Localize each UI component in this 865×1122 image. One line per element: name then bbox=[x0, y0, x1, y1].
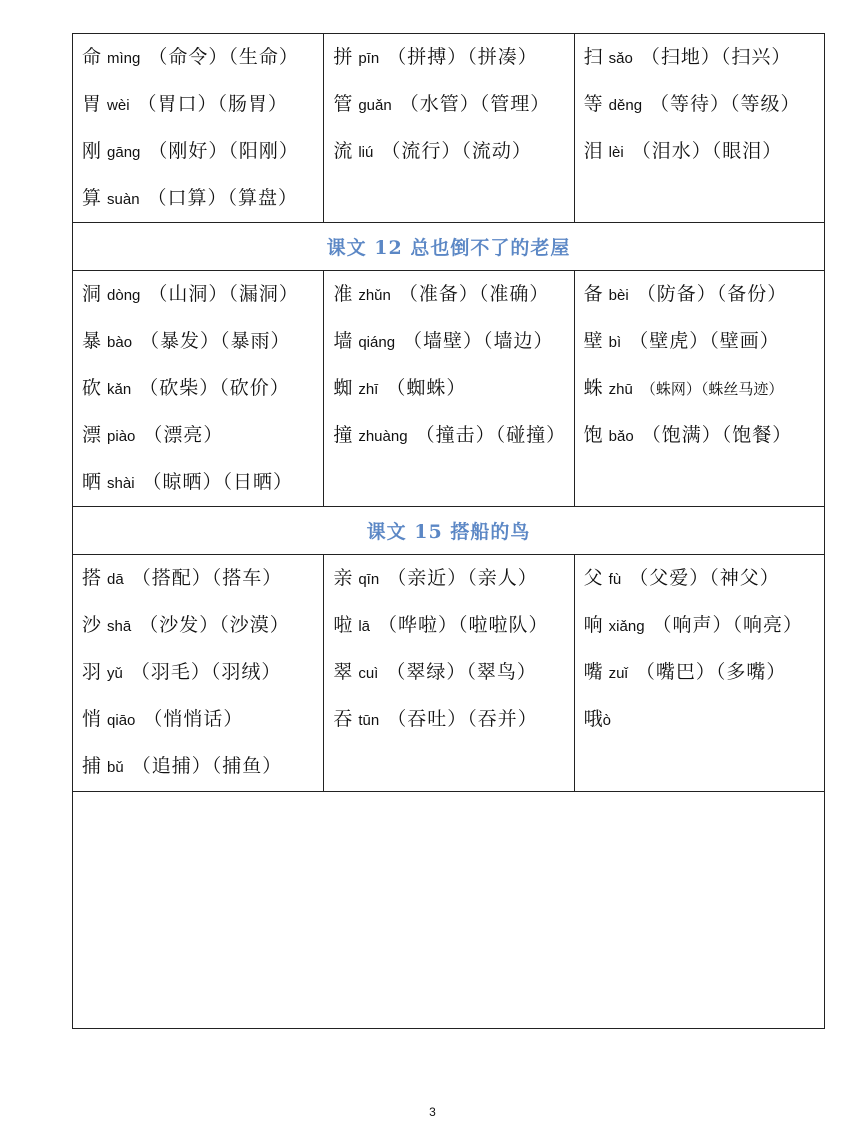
vocab-entry bbox=[333, 279, 573, 326]
pinyin: bèi bbox=[608, 287, 629, 304]
word-examples: （准备）（准确） bbox=[398, 283, 550, 305]
character: 撞 bbox=[333, 424, 353, 446]
pinyin: zhī bbox=[358, 381, 379, 398]
page-number: 3 bbox=[429, 1105, 436, 1119]
character: 蜘 bbox=[333, 377, 353, 399]
pinyin: shài bbox=[107, 475, 135, 492]
word-examples: （防备）（备份） bbox=[636, 283, 788, 305]
character: 晒 bbox=[82, 471, 102, 493]
vocab-entry bbox=[82, 183, 323, 230]
vocab-entry bbox=[82, 42, 323, 89]
character: 泪 bbox=[583, 140, 603, 162]
vocab-entry bbox=[82, 89, 323, 136]
pinyin: zhuàng bbox=[358, 428, 408, 445]
column bbox=[73, 555, 323, 791]
vocab-entry bbox=[584, 89, 824, 136]
word-examples: （撞击）（碰撞） bbox=[415, 424, 567, 446]
word-examples: （哗啦）（啦啦队） bbox=[378, 614, 549, 636]
vocab-entry bbox=[82, 420, 323, 467]
character: 流 bbox=[333, 140, 353, 162]
character: 父 bbox=[583, 567, 603, 589]
word-examples: （亲近）（亲人） bbox=[387, 567, 538, 589]
section-2-row bbox=[73, 271, 824, 507]
pinyin: bǎo bbox=[608, 428, 634, 445]
pinyin: bào bbox=[107, 334, 133, 351]
vocab-entry bbox=[82, 563, 323, 610]
word-examples: （沙发）（沙漠） bbox=[139, 614, 290, 636]
vocab-entry bbox=[333, 704, 573, 751]
vocab-entry bbox=[82, 373, 323, 420]
vocab-entry bbox=[82, 326, 323, 373]
pinyin: ò bbox=[602, 712, 612, 729]
pinyin: sǎo bbox=[608, 50, 633, 67]
word-examples: （暴发）（暴雨） bbox=[140, 330, 291, 352]
character: 等 bbox=[583, 93, 603, 115]
pinyin: mìng bbox=[107, 50, 141, 67]
pinyin: dòng bbox=[107, 287, 141, 304]
character: 扫 bbox=[583, 46, 603, 68]
vocab-table bbox=[72, 33, 825, 1029]
vocab-entry bbox=[584, 657, 824, 704]
character: 亲 bbox=[333, 567, 353, 589]
column bbox=[574, 34, 824, 222]
vocab-entry bbox=[82, 279, 323, 326]
pinyin: xiǎng bbox=[608, 618, 645, 635]
word-examples: （流行）（流动） bbox=[381, 140, 532, 162]
pinyin: tūn bbox=[358, 712, 380, 729]
character: 准 bbox=[333, 283, 353, 305]
vocab-entry bbox=[584, 373, 824, 420]
vocab-entry bbox=[584, 610, 824, 657]
pinyin: shā bbox=[107, 618, 132, 635]
vocab-entry bbox=[584, 420, 824, 467]
vocab-entry bbox=[82, 751, 323, 798]
character: 管 bbox=[333, 93, 353, 115]
vocab-entry bbox=[584, 326, 824, 373]
pinyin: guǎn bbox=[358, 97, 392, 114]
word-examples: （羽毛）（羽绒） bbox=[130, 661, 282, 683]
vocab-entry bbox=[333, 420, 573, 467]
pinyin: cuì bbox=[358, 665, 379, 682]
character: 翠 bbox=[333, 661, 353, 683]
pinyin: qiāo bbox=[107, 712, 136, 729]
word-examples: （追捕）（捕鱼） bbox=[131, 755, 283, 777]
character: 暴 bbox=[82, 330, 102, 352]
column bbox=[323, 555, 573, 791]
word-examples: （口算）（算盘） bbox=[147, 187, 299, 209]
word-examples: （饱满）（饱餐） bbox=[641, 424, 793, 446]
vocab-entry bbox=[333, 657, 573, 704]
word-examples: （嘴巴）（多嘴） bbox=[635, 661, 787, 683]
vocab-entry bbox=[82, 467, 323, 514]
column bbox=[73, 34, 323, 222]
word-examples: （砍柴）（砍价） bbox=[139, 377, 290, 399]
vocab-entry bbox=[82, 704, 323, 751]
character: 胃 bbox=[82, 93, 102, 115]
pinyin: lā bbox=[358, 618, 371, 635]
character: 洞 bbox=[82, 283, 102, 305]
word-examples: （水管）（管理） bbox=[399, 93, 551, 115]
pinyin: zuǐ bbox=[608, 665, 628, 682]
vocab-entry bbox=[82, 657, 323, 704]
word-examples: （悄悄话） bbox=[143, 708, 244, 730]
character: 哦 bbox=[583, 708, 603, 730]
vocab-entry bbox=[584, 42, 824, 89]
word-examples: （响声）（响亮） bbox=[652, 614, 804, 636]
word-examples: （命令）（生命） bbox=[148, 46, 299, 68]
vocab-entry bbox=[333, 610, 573, 657]
character: 拼 bbox=[333, 46, 353, 68]
character: 嘴 bbox=[583, 661, 603, 683]
pinyin: yǔ bbox=[107, 665, 123, 682]
character: 备 bbox=[583, 283, 603, 305]
character: 刚 bbox=[82, 140, 102, 162]
section-3-row bbox=[73, 555, 824, 792]
column bbox=[574, 555, 824, 791]
word-examples: （蜘蛛） bbox=[386, 377, 467, 399]
character: 壁 bbox=[583, 330, 603, 352]
character: 砍 bbox=[82, 377, 102, 399]
vocab-entry bbox=[333, 42, 573, 89]
word-examples: （泪水）（眼泪） bbox=[631, 140, 783, 162]
character: 羽 bbox=[82, 661, 102, 683]
column bbox=[323, 271, 573, 506]
lesson-12-heading: 课文 12 总也倒不了的老屋 bbox=[73, 223, 824, 271]
vocab-entry bbox=[333, 326, 573, 373]
column bbox=[574, 271, 824, 506]
word-examples: （漂亮） bbox=[143, 424, 224, 446]
pinyin: fù bbox=[608, 571, 622, 588]
pinyin: zhǔn bbox=[358, 287, 391, 304]
pinyin: qiáng bbox=[358, 334, 396, 351]
vocab-entry bbox=[82, 136, 323, 183]
word-examples: （吞吐）（吞并） bbox=[387, 708, 538, 730]
character: 啦 bbox=[333, 614, 353, 636]
vocab-entry bbox=[584, 279, 824, 326]
word-examples: （拼搏）（拼凑） bbox=[387, 46, 538, 68]
word-examples: （壁虎）（壁画） bbox=[629, 330, 780, 352]
word-examples: （搭配）（搭车） bbox=[131, 567, 283, 589]
character: 墙 bbox=[333, 330, 353, 352]
pinyin: bì bbox=[608, 334, 622, 351]
vocab-entry bbox=[333, 89, 573, 136]
pinyin: lèi bbox=[608, 144, 624, 161]
word-examples: （刚好）（阳刚） bbox=[148, 140, 299, 162]
pinyin: piào bbox=[107, 428, 136, 445]
vocab-entry bbox=[333, 563, 573, 610]
character: 沙 bbox=[82, 614, 102, 636]
character: 捕 bbox=[82, 755, 102, 777]
character: 算 bbox=[82, 187, 102, 209]
pinyin: zhū bbox=[608, 381, 633, 398]
pinyin: kǎn bbox=[107, 381, 132, 398]
word-examples: （扫地）（扫兴） bbox=[640, 46, 792, 68]
pinyin: děng bbox=[608, 97, 643, 114]
pinyin: suàn bbox=[107, 191, 140, 208]
word-examples: （胃口）（肠胃） bbox=[137, 93, 289, 115]
character: 命 bbox=[82, 46, 102, 68]
character: 吞 bbox=[333, 708, 353, 730]
character: 漂 bbox=[82, 424, 102, 446]
character: 蛛 bbox=[583, 377, 603, 399]
column bbox=[323, 34, 573, 222]
character: 饱 bbox=[583, 424, 603, 446]
character: 悄 bbox=[82, 708, 102, 730]
vocab-entry bbox=[333, 373, 573, 420]
pinyin: bǔ bbox=[107, 759, 124, 776]
word-examples: （晾晒）（日晒） bbox=[142, 471, 294, 493]
character: 响 bbox=[583, 614, 603, 636]
pinyin: gāng bbox=[107, 144, 141, 161]
pinyin: wèi bbox=[107, 97, 130, 114]
column bbox=[73, 271, 323, 506]
character: 搭 bbox=[82, 567, 102, 589]
word-examples: （蛛网）（蛛丝马迹） bbox=[640, 380, 784, 398]
blank-area bbox=[73, 792, 824, 1028]
word-examples: （翠绿）（翠鸟） bbox=[386, 661, 537, 683]
pinyin: liú bbox=[358, 144, 374, 161]
word-examples: （等待）（等级） bbox=[650, 93, 801, 115]
vocab-entry bbox=[584, 563, 824, 610]
pinyin: pīn bbox=[358, 50, 380, 67]
vocab-entry bbox=[584, 704, 824, 751]
pinyin: qīn bbox=[358, 571, 380, 588]
word-examples: （山洞）（漏洞） bbox=[148, 283, 299, 305]
lesson-15-heading: 课文 15 搭船的鸟 bbox=[73, 507, 824, 555]
word-examples: （墙壁）（墙边） bbox=[403, 330, 554, 352]
vocab-entry bbox=[584, 136, 824, 183]
pinyin: dā bbox=[107, 571, 124, 588]
vocab-entry bbox=[82, 610, 323, 657]
word-examples: （父爱）（神父） bbox=[629, 567, 780, 589]
vocab-entry bbox=[333, 136, 573, 183]
section-1-row bbox=[73, 34, 824, 223]
